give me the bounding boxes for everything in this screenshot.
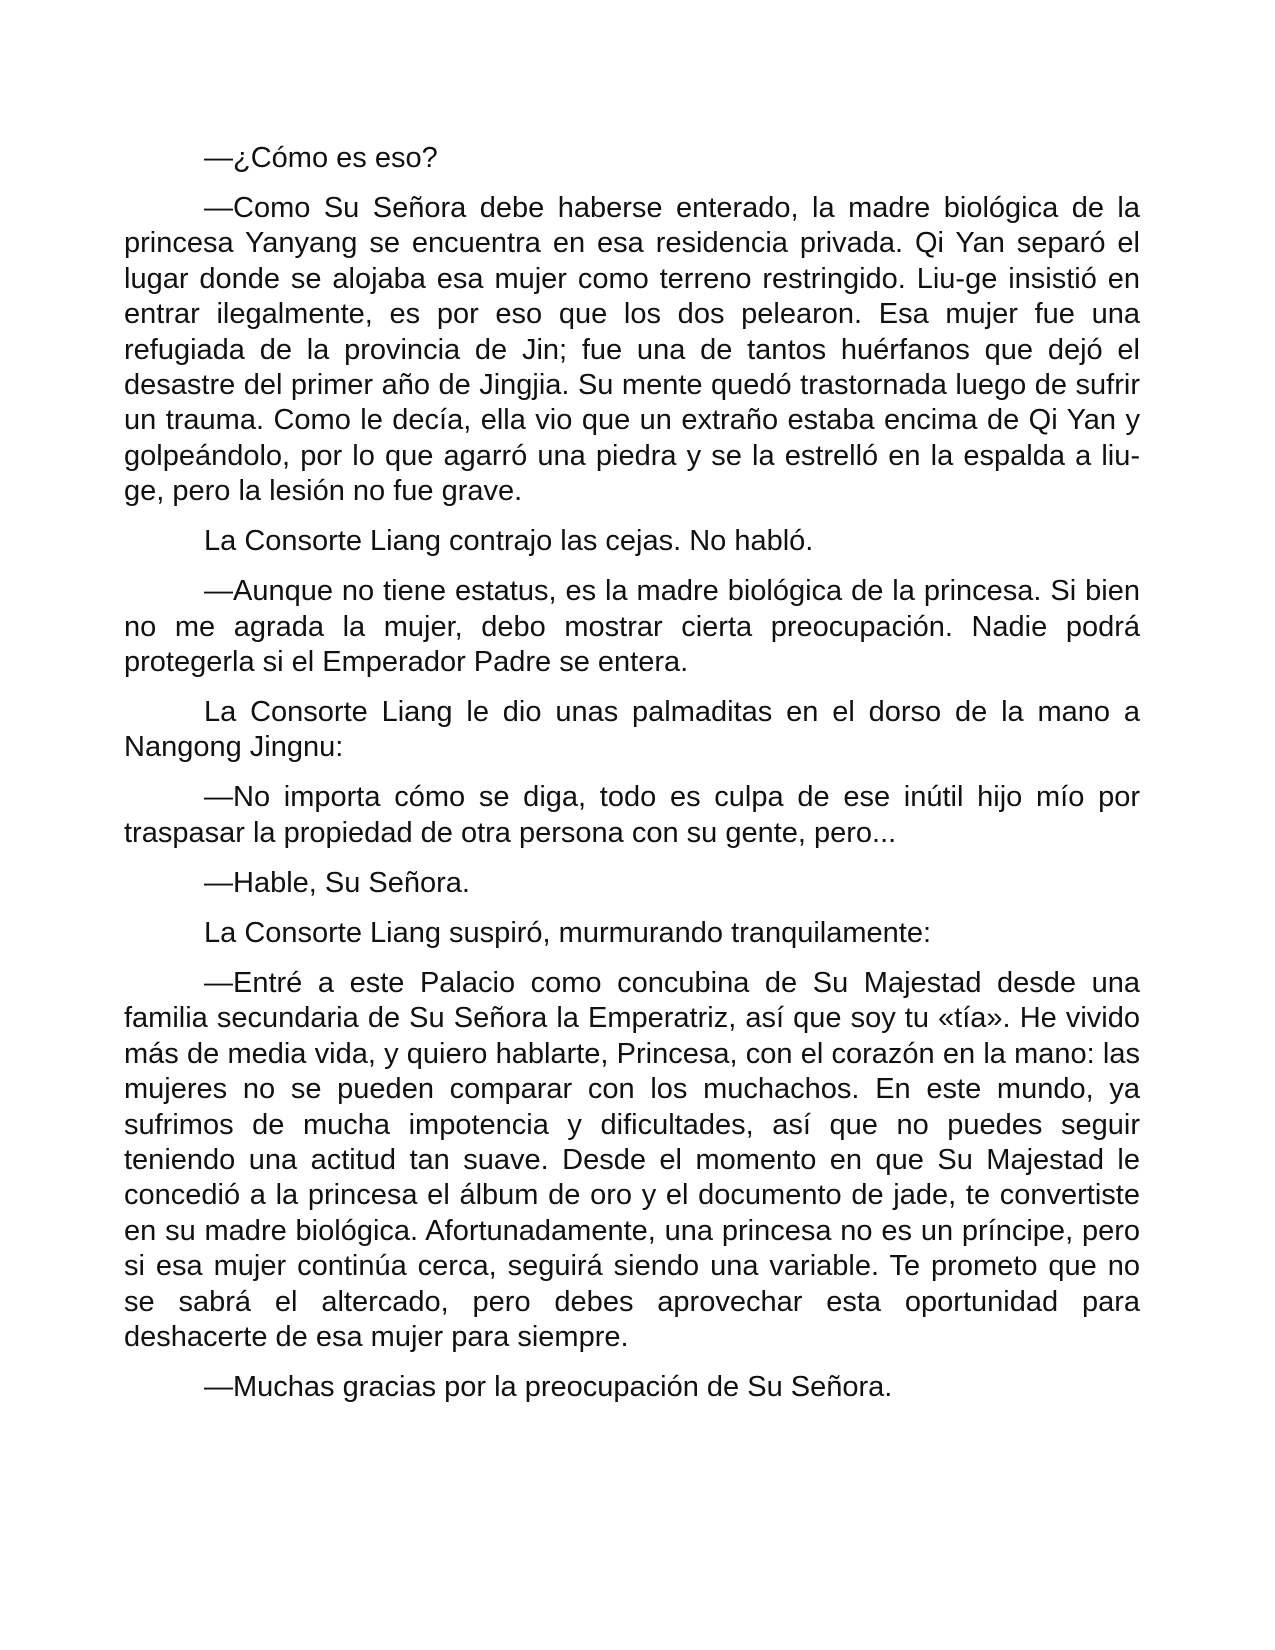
document-page [124, 141, 1140, 1420]
paragraph-2: —Como Su Señora debe haberse enterado, la madre biológica de la princesa Yanyang se encuentra en esa residencia privada. Qi Yan separó el lugar donde se alojaba esa mujer como terreno restringido. Liu-ge insistió en entrar ilegalmente, es por eso que los dos pelearon. Esa mujer fue una refugiada de la provincia de Jin; fue una de tantos huérfanos que dejó el desastre del primer año de Jingjia. Su mente quedó trastornada luego de sufrir un trauma. Como le decía, ella vio que un extraño estaba encima de Qi Yan y golpeándolo, por lo que agarró una piedra y se la estrelló en la espalda a liu-ge, pero la lesión no fue grave. [124, 192, 1140, 508]
paragraph-1: —¿Cómo es eso? [204, 142, 438, 174]
paragraph-8: La Consorte Liang suspiró, murmurando tranquilamente: [204, 916, 932, 949]
paragraph-5: La Consorte Liang le dio unas palmaditas en el dorso de la mano a Nangong Jingnu: [124, 696, 1140, 764]
paragraph-9: —Entré a este Palacio como concubina de Su Majestad desde una familia secundaria de Su Señora la Emperatriz, así que soy tu «tía». He vivido más de media vida, y quiero hablarte, Princesa, con el corazón en la mano: las mujeres no se pueden comparar con los muchachos. En este mundo, ya sufrimos de mucha impotencia y dificultades, así que no puedes seguir teniendo una actitud tan suave. Desde el momento en que Su Majestad le concedió a la princesa el álbum de oro y el documento de jade, te convertiste en su madre biológica. Afortunadamente, una princesa no es un príncipe, pero si esa mujer continúa cerca, seguirá siendo una variable. Te prometo que no se sabrá el altercado, pero debes aprovechar esta oportunidad para deshacerte de esa mujer para siempre. [124, 966, 1140, 1353]
paragraph-10: —Muchas gracias por la preocupación de Su Señora. [204, 1370, 893, 1403]
paragraph-6: —No importa cómo se diga, todo es culpa de ese inútil hijo mío por traspasar la propiedad de otra persona con su gente, pero... [124, 781, 1140, 849]
paragraph-3: La Consorte Liang contrajo las cejas. No habló. [204, 525, 814, 558]
paragraph-4: —Aunque no tiene estatus, es la madre biológica de la princesa. Si bien no me agrada la mujer, debo mostrar cierta preocupación. Nadie podrá protegerla si el Emperador Padre se entera. [124, 575, 1140, 679]
paragraph-7: —Hable, Su Señora. [204, 866, 470, 899]
